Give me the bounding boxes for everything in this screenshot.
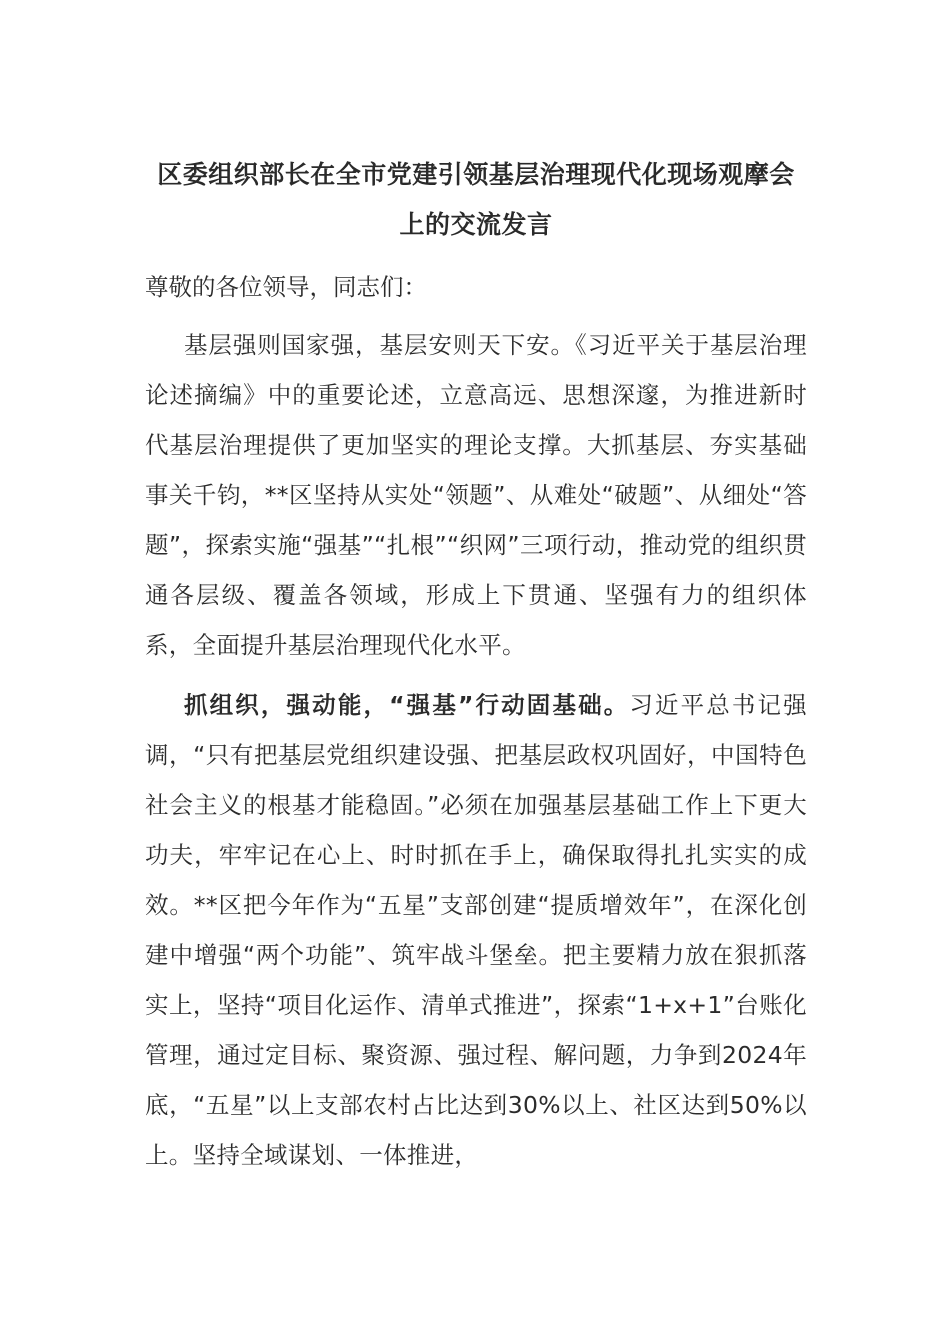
paragraph-2 — [145, 680, 807, 1180]
paragraph-2-body: 习近平总书记强调，“只有把基层党组织建设强、把基层政权巩固好，中国特色社会主义的根基才能稳固。”必须在加强基层基础工作上下更大功夫，牢牢记在心上、时时抓在手上，确保取得扎扎实实的成效。**区把今年作为“五星”支部创建“提质增效年”，在深化创建中增强“两个功能”、筑牢战斗堡垒。把主要精力放在狠抓落实上，坚持“项目化运作、清单式推进”，探索“1+x+1”台账化管理，通过定目标、聚资源、强过程、解问题，力争到2024年底，“五星”以上支部农村占比达到30%以上、社区达到50%以上。坚持全域谋划、一体推进， — [145, 691, 807, 1169]
salutation: 尊敬的各位领导，同志们： — [145, 273, 427, 301]
title-line-2: 上的交流发言 — [399, 210, 553, 239]
paragraph-2-heading: 抓组织，强动能，“强基”行动固基础。 — [184, 691, 630, 719]
paragraph-1: 基层强则国家强，基层安则天下安。《习近平关于基层治理论述摘编》中的重要论述，立意高远、思想深邃，为推进新时代基层治理提供了更加坚实的理论支撑。大抓基层、夯实基础事关千钧，**区坚持从实处“领题”、从难处“破题”、从细处“答题”，探索实施“强基”“扎根”“织网”三项行动，推动党的组织贯通各层级、覆盖各领域，形成上下贯通、坚强有力的组织体系，全面提升基层治理现代化水平。 — [145, 331, 807, 659]
document-title — [145, 150, 807, 250]
title-line-1: 区委组织部长在全市党建引领基层治理现代化现场观摩会 — [157, 160, 795, 189]
document-page — [145, 150, 807, 1180]
